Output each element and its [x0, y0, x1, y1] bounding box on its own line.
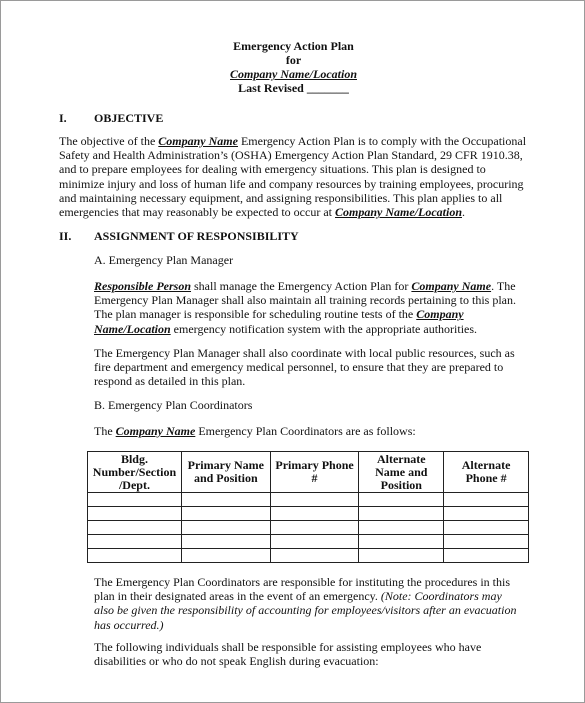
objective-line: The objective of the Company Name Emergency Action Plan is to comply with the Occupational	[59, 134, 527, 148]
manager-line: Responsible Person shall manage the Emergency Action Plan for Company Name. The	[94, 279, 516, 293]
duties-line: plan in their designated areas in the event of an emergency. (Note: Coordinators may	[94, 589, 502, 604]
company-name-ref: Company Name	[411, 279, 492, 293]
company-name-ref: Company Name	[115, 424, 196, 438]
table-cell[interactable]	[181, 549, 270, 563]
table-cell[interactable]	[444, 507, 529, 521]
table-cell[interactable]	[88, 507, 182, 521]
company-location: Company Name/Location	[230, 67, 357, 81]
coordination-line: fire department and emergency medical personnel, to ensure that they are prepared to	[94, 360, 504, 375]
section-1-heading: OBJECTIVE	[94, 111, 164, 125]
table-cell[interactable]	[181, 521, 270, 535]
company-name-ref: Company Name	[158, 134, 238, 148]
table-cell[interactable]	[444, 493, 529, 507]
table-cell[interactable]	[359, 535, 444, 549]
objective-paragraph	[59, 134, 526, 219]
table-cell[interactable]	[270, 549, 359, 563]
table-row	[88, 493, 529, 507]
table-row	[88, 507, 529, 521]
coordinators-duties-paragraph	[94, 575, 516, 632]
table-row	[88, 535, 529, 549]
table-cell[interactable]	[270, 535, 359, 549]
subsection-a-heading: A. Emergency Plan Manager	[94, 253, 234, 267]
table-cell[interactable]	[270, 493, 359, 507]
assistance-line: disabilities or who do not speak English during evacuation:	[94, 654, 379, 669]
table-cell[interactable]	[88, 549, 182, 563]
table-row	[88, 521, 529, 535]
table-cell[interactable]	[181, 493, 270, 507]
title-for: for	[285, 53, 302, 67]
subsection-b-heading: B. Emergency Plan Coordinators	[94, 398, 253, 412]
company-location-ref: Company Name/Location	[335, 205, 462, 220]
table-row	[88, 549, 529, 563]
table-cell[interactable]	[270, 521, 359, 535]
table-header-row	[88, 452, 529, 493]
table-cell[interactable]	[444, 535, 529, 549]
manager-line: Name/Location emergency notification system with the appropriate authorities.	[94, 321, 478, 336]
column-header-alternate-phone: Alternate Phone #	[444, 452, 529, 493]
column-header-primary-name: Primary Name and Position	[181, 452, 270, 493]
assistance-line: The following individuals shall be responsible for assisting employees who have	[94, 640, 482, 654]
table-cell[interactable]	[181, 507, 270, 521]
objective-line: and maintaining necessary equipment, and assigning responsibilities. This plan applies to all	[59, 190, 503, 205]
table-cell[interactable]	[444, 549, 529, 563]
last-revised: Last Revised _______	[238, 81, 349, 95]
document-title: Emergency Action Plan	[233, 39, 354, 53]
company-ref: Company	[416, 307, 464, 322]
section-2-number: II.	[59, 229, 72, 243]
column-header-alternate-name: Alternate Name and Position	[359, 452, 444, 493]
table-cell[interactable]	[359, 493, 444, 507]
manager-paragraph	[94, 279, 516, 336]
objective-line: emergencies that may reasonably be expected to occur at Company Name/Location.	[59, 205, 465, 220]
section-1-number: I.	[59, 111, 67, 125]
table-cell[interactable]	[88, 521, 182, 535]
name-location-ref: Name/Location	[94, 321, 171, 336]
note-text: (Note: Coordinators may	[380, 589, 502, 604]
duties-line: also be given the responsibility of accounting for employees/visitors after an evacuation	[94, 603, 517, 618]
table-cell[interactable]	[444, 521, 529, 535]
table-cell[interactable]	[88, 535, 182, 549]
table-cell[interactable]	[359, 521, 444, 535]
coordination-line: respond as detailed in this plan.	[94, 374, 246, 389]
duties-line: The Emergency Plan Coordinators are responsible for instituting the procedures in this	[94, 575, 511, 589]
table-cell[interactable]	[359, 507, 444, 521]
table-cell[interactable]	[181, 535, 270, 549]
table-cell[interactable]	[359, 549, 444, 563]
table-cell[interactable]	[270, 507, 359, 521]
objective-line: and to prepare employees for dealing with emergency situations. This plan is designed to	[59, 162, 486, 177]
coordinators-table	[87, 451, 529, 563]
objective-line: Safety and Health Administration’s (OSHA) Emergency Action Plan Standard, 29 CFR 1910.38,	[59, 148, 523, 163]
manager-line: Emergency Plan Manager shall also maintain all training records pertaining to this plan.	[94, 293, 516, 308]
objective-line: minimize injury and loss of human life and company resources by training employees, procuring	[59, 176, 524, 191]
section-2-heading: ASSIGNMENT OF RESPONSIBILITY	[94, 229, 299, 243]
coordination-paragraph	[94, 346, 515, 389]
column-header-primary-phone: Primary Phone #	[270, 452, 359, 493]
coordinators-intro: The Company Name Emergency Plan Coordinators are as follows:	[94, 424, 416, 438]
assistance-paragraph	[94, 640, 481, 668]
table-cell[interactable]	[88, 493, 182, 507]
column-header-bldg: Bldg. Number/Section /Dept.	[88, 452, 182, 493]
coordination-line: The Emergency Plan Manager shall also coordinate with local public resources, such as	[94, 346, 515, 360]
responsible-person-ref: Responsible Person	[94, 279, 192, 293]
manager-line: The plan manager is responsible for scheduling routine tests of the Company	[94, 307, 464, 322]
duties-line: has occurred.)	[94, 617, 164, 632]
